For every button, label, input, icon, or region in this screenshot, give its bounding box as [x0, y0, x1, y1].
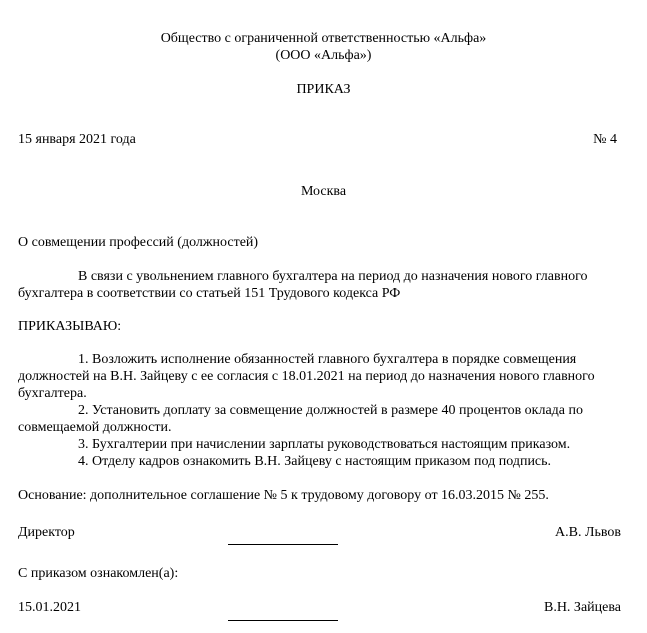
employee-signature-line: [228, 620, 338, 621]
acknowledgment-date: 15.01.2021: [18, 600, 81, 615]
order-item-4: 4. Отделу кадров ознакомить В.Н. Зайцеву с настоящим приказом под подпись.: [78, 454, 552, 469]
signature-position: Директор: [18, 525, 75, 540]
acknowledgment-name: В.Н. Зайцева: [543, 600, 621, 615]
acknowledgment-label: С приказом ознакомлен(а):: [18, 566, 179, 581]
document-number: № 4: [593, 132, 617, 147]
basis: Основание: дополнительное соглашение № 5 к трудовому договору от 16.03.2015 № 255.: [18, 488, 549, 503]
document-title: ПРИКАЗ: [296, 82, 351, 97]
document-subject: О совмещении профессий (должностей): [18, 235, 259, 250]
document-city: Москва: [300, 184, 347, 199]
order-item-3: 3. Бухгалтерии при начислении зарплаты руководствоваться настоящим приказом.: [78, 437, 571, 452]
document-date: 15 января 2021 года: [18, 132, 136, 147]
order-item-2: 2. Установить доплату за совмещение должностей в размере 40 процентов оклада по совмещаемой должности.: [18, 403, 584, 435]
preamble: В связи с увольнением главного бухгалтера на период до назначения нового главного бухгалтера в соответствии со статьей 151 Трудового кодекса РФ: [18, 269, 588, 301]
director-signature-line: [228, 544, 338, 545]
order-word: ПРИКАЗЫВАЮ:: [18, 319, 122, 334]
org-full-name: Общество с ограниченной ответственностью «Альфа»: [160, 31, 487, 46]
signature-name: А.В. Львов: [555, 525, 621, 540]
org-short-name: (ООО «Альфа»): [275, 48, 372, 63]
order-item-1: 1. Возложить исполнение обязанностей главного бухгалтера в порядке совмещения должностей на В.Н. Зайцеву с ее согласия с 18.01.2021 на период до назначения нового главного бухгалтера.: [18, 352, 595, 401]
